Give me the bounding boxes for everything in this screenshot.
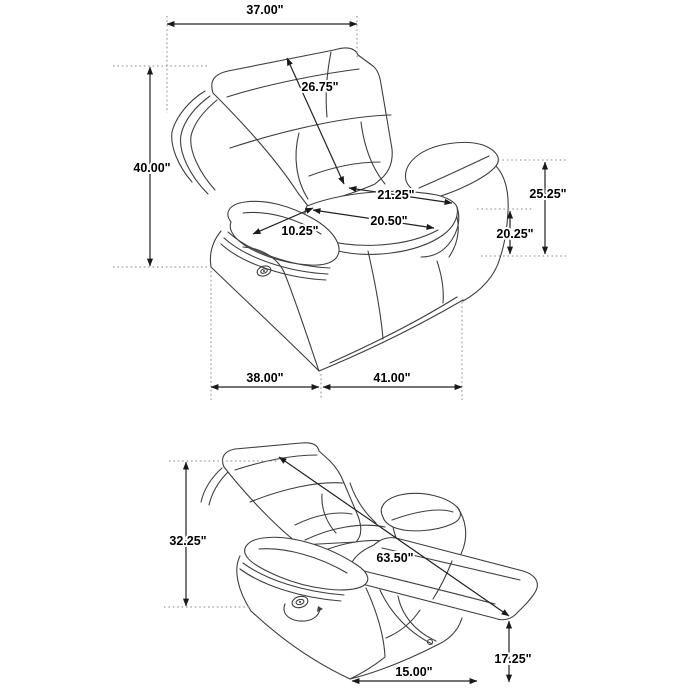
dim-footrest-height-label: 17.25" <box>494 652 532 666</box>
dim-back-length-label: 26.75" <box>301 80 339 94</box>
dim-base-front-width-label: 38.00" <box>246 371 284 385</box>
dim-overall-height-label: 40.00" <box>133 161 171 175</box>
dim-seat-height-label: 20.25" <box>496 227 534 241</box>
base-bottom-right-edge <box>319 300 463 371</box>
base-bottom-piping <box>330 297 457 363</box>
dim-base-side-depth-label: 41.00" <box>373 371 411 385</box>
base-panel-seam <box>368 251 383 339</box>
dim-footrest-extension-label: 15.00" <box>395 665 433 679</box>
dim-arm-height-label: 25.25" <box>529 187 567 201</box>
base-panel-seam <box>437 261 443 303</box>
dim-seat-depth-label: 20.50" <box>370 214 408 228</box>
base-front-edge <box>211 267 319 371</box>
reclined-chair-drawing <box>201 443 537 679</box>
dim-arm-width-label: 10.25" <box>281 224 319 238</box>
back-side-panel-line <box>191 100 217 190</box>
backrest-outline <box>212 48 392 206</box>
right-armrest-pillow <box>405 142 498 199</box>
dim-overall-length-label: 63.50" <box>376 551 414 565</box>
dim-overall-width-label: 37.00" <box>246 3 284 17</box>
footrest-support-link <box>398 596 436 641</box>
upright-chair-drawing <box>172 48 508 371</box>
power-button-icon <box>256 264 272 277</box>
back-side-panel-line <box>209 472 228 505</box>
left-arm-front-boundary <box>350 588 385 679</box>
backrest-outline <box>222 443 360 545</box>
left-arm-front-edge <box>210 231 221 267</box>
dim-seat-width-label: 21.25" <box>377 188 415 202</box>
dim-reclined-back-height-label: 32.25" <box>169 534 207 548</box>
